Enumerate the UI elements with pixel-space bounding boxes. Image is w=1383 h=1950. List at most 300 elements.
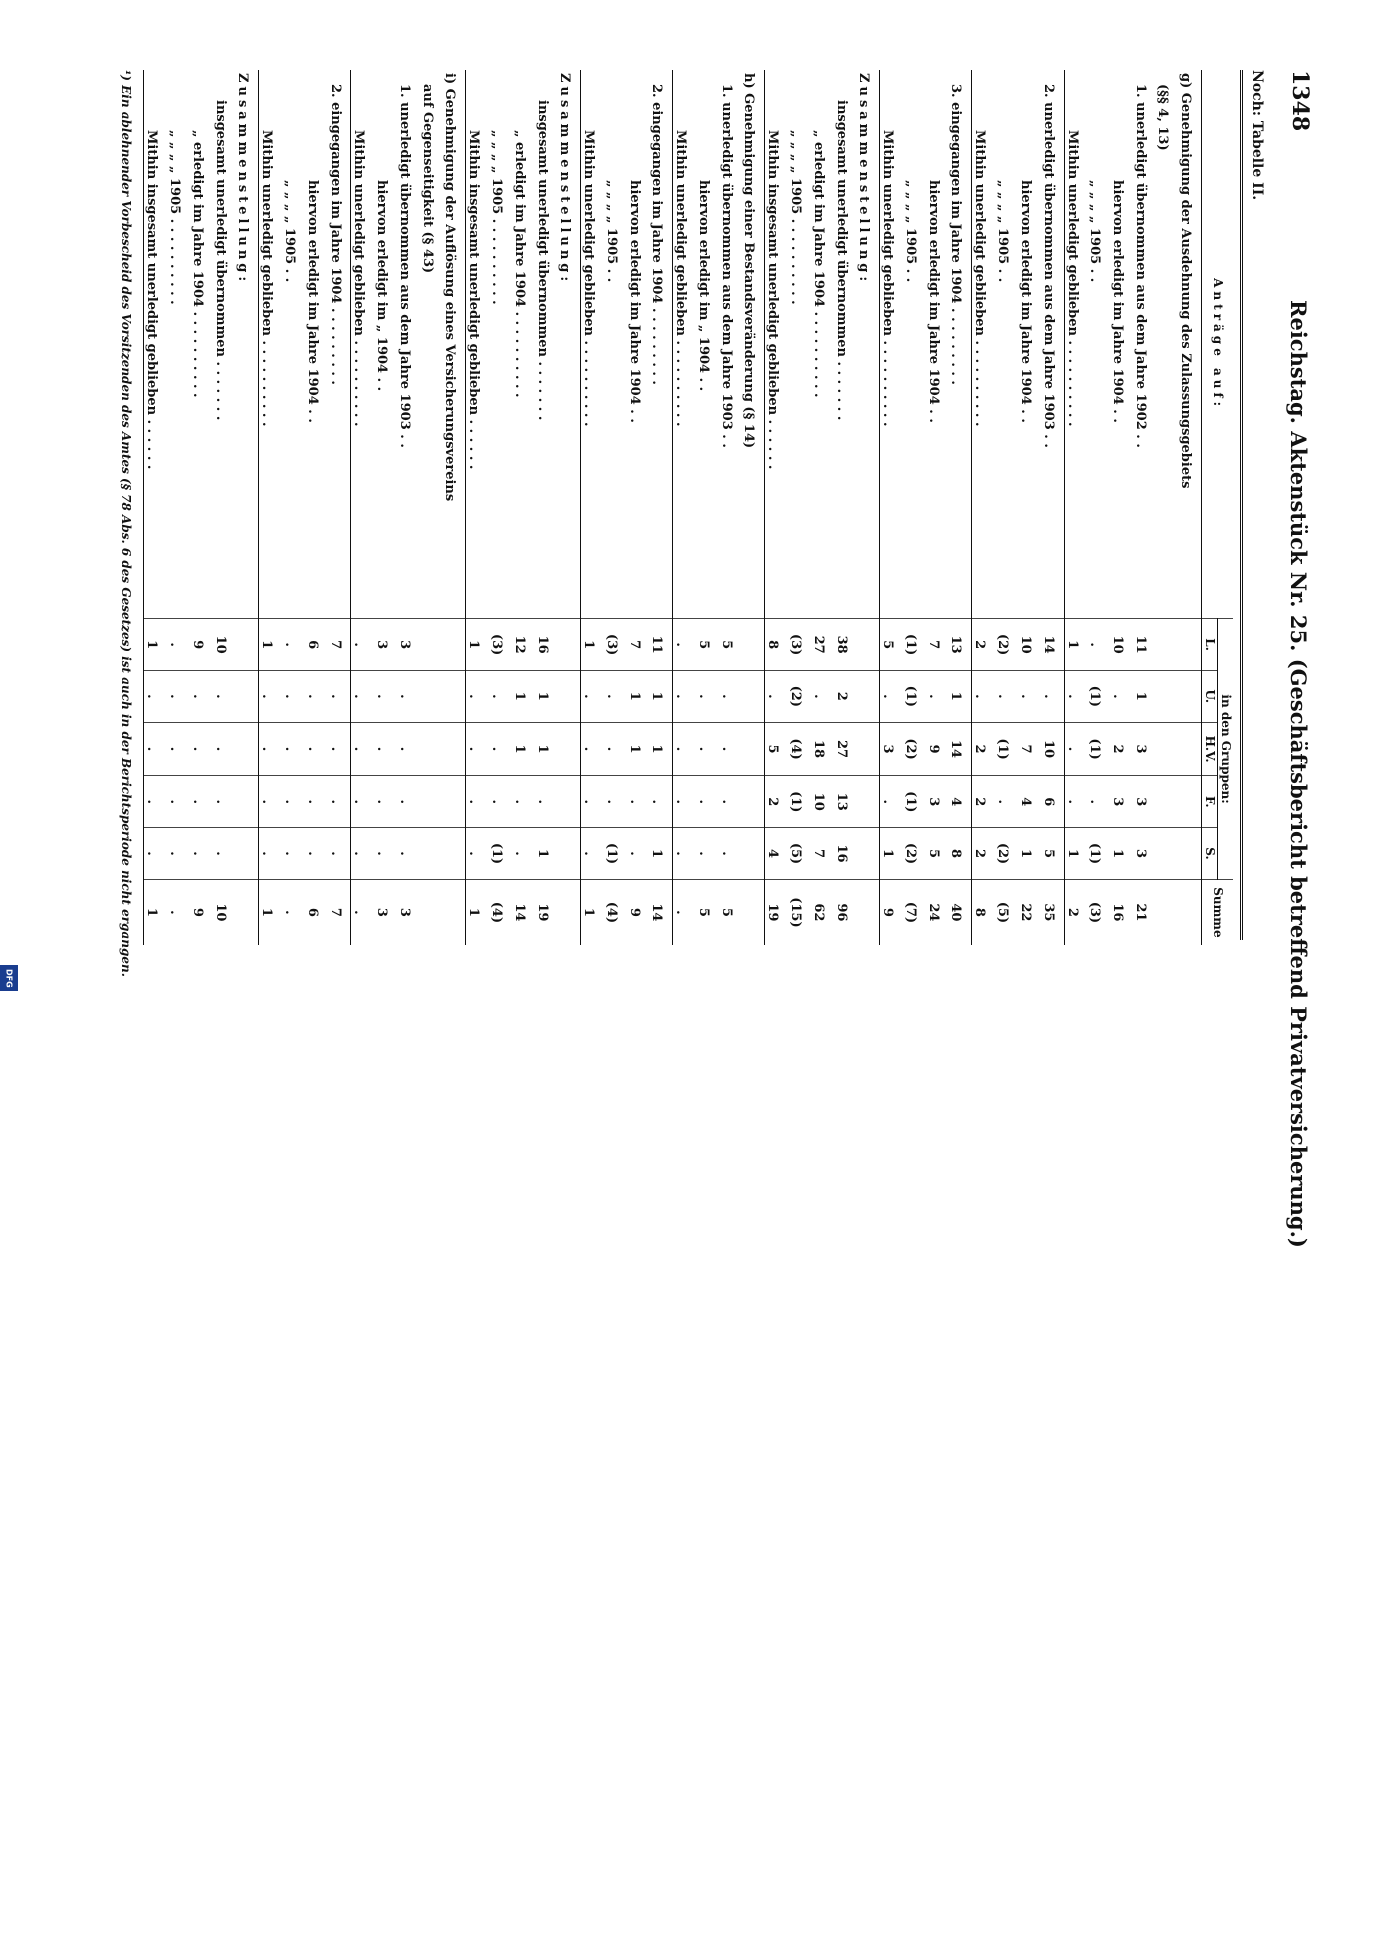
group-cell: 6 — [1041, 776, 1064, 828]
group-cell — [1178, 670, 1201, 722]
group-cell: . — [328, 828, 351, 880]
group-cell: 1 — [512, 722, 535, 776]
group-cell: 1 — [948, 670, 971, 722]
group-cell: . — [144, 670, 168, 722]
sum-cell: . — [167, 879, 190, 945]
table-row — [719, 70, 742, 945]
group-cell: . — [466, 722, 489, 776]
group-cell: 1 — [466, 619, 489, 671]
group-cell: . — [627, 828, 650, 880]
group-cell: 9 — [190, 619, 213, 671]
group-cell: . — [374, 722, 397, 776]
group-cell: . — [995, 670, 1018, 722]
page-header — [1273, 70, 1313, 1248]
sum-cell: 35 — [1041, 879, 1064, 945]
sum-cell: 5 — [696, 879, 719, 945]
table-row — [535, 70, 558, 945]
table-row — [581, 70, 604, 945]
group-cell: 1 — [535, 828, 558, 880]
group-cell: . — [397, 776, 420, 828]
sum-cell: 1 — [259, 879, 282, 945]
group-cell: . — [673, 722, 696, 776]
sum-cell — [420, 879, 443, 945]
row-label: 1. unerledigt übernommen aus dem Jahre 1902 . . — [1132, 84, 1148, 448]
row-label: Mithin unerledigt geblieben . . . . . . . . . . — [880, 70, 903, 619]
group-cell: (3) — [489, 619, 512, 671]
row-label: „ erledigt im Jahre 1904 . . . . . . . . . . — [511, 130, 527, 398]
group-cell: . — [374, 670, 397, 722]
group-cell: . — [489, 776, 512, 828]
group-cell: . — [190, 828, 213, 880]
sum-cell: 21 — [1133, 879, 1156, 945]
table-row — [190, 70, 213, 945]
sum-cell — [1155, 879, 1178, 945]
group-cell — [235, 828, 258, 880]
group-cell: 1 — [581, 619, 604, 671]
group-cell — [557, 776, 580, 828]
group-col-l: L. — [1202, 619, 1218, 671]
group-cell: . — [351, 776, 374, 828]
group-cell: 2 — [972, 776, 995, 828]
sum-cell: 10 — [213, 879, 236, 945]
group-cell: (4) — [788, 722, 811, 776]
group-cell — [420, 619, 443, 671]
group-cell: . — [1064, 776, 1087, 828]
group-cell — [1178, 619, 1201, 671]
group-cell: . — [604, 722, 627, 776]
group-cell — [856, 776, 879, 828]
group-cell: 1 — [649, 670, 672, 722]
group-cell: . — [926, 670, 949, 722]
group-col-hv: H.V. — [1202, 722, 1218, 776]
group-cell — [856, 670, 879, 722]
group-cell: . — [604, 776, 627, 828]
group-cell: . — [351, 670, 374, 722]
group-cell: 4 — [948, 776, 971, 828]
group-cell: 2 — [1110, 722, 1133, 776]
group-cell: 38 — [834, 619, 857, 671]
row-label: „ erledigt im Jahre 1904 . . . . . . . . . . — [810, 130, 826, 398]
group-cell — [741, 722, 764, 776]
group-cell: 1 — [535, 670, 558, 722]
table-row — [903, 70, 926, 945]
table-row — [834, 70, 857, 945]
group-cell: . — [1110, 670, 1133, 722]
group-cell: (5) — [788, 828, 811, 880]
group-cell: . — [581, 670, 604, 722]
group-cell — [442, 776, 465, 828]
sum-cell: 9 — [627, 879, 650, 945]
table-row — [1087, 70, 1110, 945]
group-cell: . — [673, 619, 696, 671]
group-cell: 5 — [719, 619, 742, 671]
group-cell: 1 — [1064, 619, 1087, 671]
row-label: „ „ „ „ 1905 . . . . . . . . . . — [788, 130, 804, 305]
group-cell: . — [880, 670, 903, 722]
group-cell — [856, 722, 879, 776]
row-label: „ „ „ „ 1905 . . — [903, 180, 919, 283]
group-cell — [235, 776, 258, 828]
sum-cell: (3) — [1087, 879, 1110, 945]
group-cell: . — [167, 722, 190, 776]
group-cell — [420, 828, 443, 880]
group-cell: 3 — [1133, 722, 1156, 776]
table-row — [282, 70, 305, 945]
group-cell — [442, 722, 465, 776]
group-cell: 11 — [649, 619, 672, 671]
row-label: Mithin unerledigt geblieben . . . . . . . . . . — [972, 70, 995, 619]
sum-cell: 14 — [512, 879, 535, 945]
group-cell: . — [1064, 670, 1087, 722]
table-row — [948, 70, 971, 945]
row-label: Mithin insgesamt unerledigt geblieben . . . . . . — [765, 70, 788, 619]
sum-cell: 24 — [926, 879, 949, 945]
group-cell — [442, 670, 465, 722]
sum-cell: 1 — [466, 879, 489, 945]
table-row — [442, 70, 465, 945]
row-label: auf Gegenseitigkeit (§ 43) — [419, 84, 435, 274]
group-cell: . — [696, 776, 719, 828]
group-cell: (2) — [995, 619, 1018, 671]
group-cell: 5 — [926, 828, 949, 880]
group-cell: (1) — [903, 670, 926, 722]
group-cell: 3 — [397, 619, 420, 671]
sum-cell: 1 — [581, 879, 604, 945]
table-row — [420, 70, 443, 945]
table-row — [557, 70, 580, 945]
sum-cell — [442, 879, 465, 945]
page-title: Reichstag. Aktenstück Nr. 25. (Geschäftsbericht betreffend Privatversicherung.) — [1286, 300, 1311, 1248]
group-cell: . — [144, 776, 168, 828]
group-cell: 3 — [1133, 776, 1156, 828]
group-cell — [442, 828, 465, 880]
group-cell: 3 — [374, 619, 397, 671]
group-cell: (1) — [1087, 670, 1110, 722]
group-col-u: U. — [1202, 670, 1218, 722]
group-cell: . — [374, 828, 397, 880]
sum-cell: (15) — [788, 879, 811, 945]
group-cell: . — [627, 776, 650, 828]
group-cell — [235, 722, 258, 776]
group-cell: (2) — [903, 828, 926, 880]
table-row — [1133, 70, 1156, 945]
group-cell: . — [144, 828, 168, 880]
group-cell — [557, 722, 580, 776]
group-cell: . — [1064, 722, 1087, 776]
table-row — [972, 70, 995, 945]
row-label: insgesamt unerledigt übernommen . . . . . . . — [534, 100, 550, 421]
sum-header: Summe — [1202, 879, 1234, 945]
row-label: hiervon erledigt im Jahre 1904 . . — [626, 180, 642, 423]
sum-cell: 8 — [972, 879, 995, 945]
group-cell: (1) — [903, 776, 926, 828]
table-row — [328, 70, 351, 945]
sum-cell: 14 — [649, 879, 672, 945]
group-cell: 7 — [811, 828, 834, 880]
table-row — [374, 70, 397, 945]
group-cell: (1) — [788, 776, 811, 828]
sum-cell: 3 — [397, 879, 420, 945]
group-cell: 5 — [696, 619, 719, 671]
table-row — [604, 70, 627, 945]
row-label: Mithin unerledigt geblieben . . . . . . . . . . — [581, 70, 604, 619]
group-cell: . — [719, 776, 742, 828]
table-row — [213, 70, 236, 945]
group-cell: . — [190, 722, 213, 776]
group-cell: . — [167, 828, 190, 880]
group-cell: 1 — [649, 828, 672, 880]
group-cell: . — [489, 670, 512, 722]
table-row — [1155, 70, 1178, 945]
group-cell: 3 — [1110, 776, 1133, 828]
row-label: „ „ „ „ 1905 . . — [282, 180, 298, 283]
sum-cell: (4) — [604, 879, 627, 945]
group-cell: . — [328, 722, 351, 776]
group-cell: 3 — [926, 776, 949, 828]
group-cell — [1155, 722, 1178, 776]
sum-cell: 22 — [1018, 879, 1041, 945]
row-label: „ erledigt im Jahre 1904 . . . . . . . . . . — [190, 130, 206, 398]
sum-cell: 40 — [948, 879, 971, 945]
row-label: 2. unerledigt übernommen aus dem Jahre 1903 . . — [1040, 84, 1056, 448]
row-label: h) Genehmigung einer Bestandsveränderung (§ 14) — [741, 73, 757, 449]
row-label: 2. eingegangen im Jahre 1904 . . . . . . . . . — [327, 84, 343, 385]
group-cell: . — [282, 670, 305, 722]
group-cell: . — [1087, 776, 1110, 828]
group-cell: . — [397, 722, 420, 776]
group-cell — [856, 828, 879, 880]
group-cell: . — [880, 776, 903, 828]
table-row — [1064, 70, 1087, 945]
group-cell: . — [696, 828, 719, 880]
group-cell: . — [351, 722, 374, 776]
sum-cell: (4) — [489, 879, 512, 945]
group-cell: 7 — [627, 619, 650, 671]
row-label: Mithin unerledigt geblieben . . . . . . . . . . — [1064, 70, 1087, 619]
group-cell: 4 — [765, 828, 788, 880]
sum-cell: . — [282, 879, 305, 945]
group-cell: 1 — [259, 619, 282, 671]
group-cell: 4 — [1018, 776, 1041, 828]
group-cell: . — [673, 776, 696, 828]
table-reference: Noch: Tabelle II. — [1249, 70, 1265, 201]
group-header: in den Gruppen: — [1218, 619, 1234, 880]
group-cell: (2) — [995, 828, 1018, 880]
group-cell: 1 — [880, 828, 903, 880]
group-cell: 9 — [926, 722, 949, 776]
group-cell: . — [305, 670, 328, 722]
row-label: Mithin unerledigt geblieben . . . . . . . . . . — [351, 70, 374, 619]
sum-cell: (5) — [995, 879, 1018, 945]
group-cell: 2 — [834, 670, 857, 722]
group-cell — [557, 619, 580, 671]
sum-cell: 9 — [880, 879, 903, 945]
group-cell: 10 — [1110, 619, 1133, 671]
group-cell: . — [351, 828, 374, 880]
group-cell: 18 — [811, 722, 834, 776]
row-label: Zusammenstellung: — [557, 73, 573, 286]
group-cell — [557, 670, 580, 722]
group-cell: . — [811, 670, 834, 722]
table-row — [880, 70, 903, 945]
sum-cell: 6 — [305, 879, 328, 945]
group-cell: . — [328, 670, 351, 722]
sum-cell — [557, 879, 580, 945]
group-cell: . — [167, 776, 190, 828]
row-label: hiervon erledigt im „ 1904 . . — [696, 180, 712, 392]
row-label: „ „ „ „ 1905 . . . . . . . . . . — [489, 130, 505, 305]
group-cell: 1 — [627, 722, 650, 776]
sum-cell: 2 — [1064, 879, 1087, 945]
group-cell: . — [1018, 670, 1041, 722]
row-label: insgesamt unerledigt übernommen . . . . . . . — [212, 100, 228, 421]
group-cell: . — [719, 722, 742, 776]
table-row — [649, 70, 672, 945]
group-cell: 2 — [972, 722, 995, 776]
row-label: Zusammenstellung: — [235, 73, 251, 286]
sum-cell — [1178, 879, 1201, 945]
table-row — [627, 70, 650, 945]
table-row — [489, 70, 512, 945]
sum-cell: 16 — [1110, 879, 1133, 945]
table-group-header-row — [1218, 70, 1234, 945]
group-cell: . — [282, 776, 305, 828]
group-cell: (1) — [1087, 722, 1110, 776]
group-cell: 14 — [1041, 619, 1064, 671]
group-cell: . — [167, 619, 190, 671]
row-label: (§§ 4, 13) — [1155, 84, 1171, 151]
group-cell: 27 — [811, 619, 834, 671]
row-label: 3. eingegangen im Jahre 1904 . . . . . . . . . — [948, 84, 964, 385]
group-cell — [741, 619, 764, 671]
group-cell: 13 — [834, 776, 857, 828]
group-cell: 1 — [535, 722, 558, 776]
table-row — [167, 70, 190, 945]
group-cell: . — [213, 670, 236, 722]
group-cell — [420, 722, 443, 776]
group-cell: . — [305, 776, 328, 828]
group-cell: 6 — [305, 619, 328, 671]
group-cell: 1 — [627, 670, 650, 722]
row-label: insgesamt unerledigt übernommen . . . . . . . — [833, 100, 849, 421]
group-cell: . — [512, 776, 535, 828]
group-cell: (1) — [995, 722, 1018, 776]
row-label: 1. unerledigt übernommen aus dem Jahre 1903 . . — [397, 84, 413, 448]
group-cell: . — [581, 776, 604, 828]
sum-cell — [856, 879, 879, 945]
group-cell: (1) — [489, 828, 512, 880]
group-cell — [856, 619, 879, 671]
top-rule — [1240, 70, 1243, 940]
group-cell: . — [673, 670, 696, 722]
row-label: 1. unerledigt übernommen aus dem Jahre 1903 . . — [718, 84, 734, 448]
group-cell: . — [328, 776, 351, 828]
table-row — [765, 70, 788, 945]
sum-cell: (7) — [903, 879, 926, 945]
table-body — [144, 70, 1202, 945]
sum-cell: 3 — [374, 879, 397, 945]
group-cell: (1) — [604, 828, 627, 880]
group-cell: . — [213, 722, 236, 776]
group-cell: 1 — [1133, 670, 1156, 722]
footnote: ¹) Ein ablehnender Vorbescheid des Vorsitzenden des Amtes (§ 78 Abs. 6 des Gesetzes) ist auch in der Berichtsperiode nicht ergangen. — [119, 70, 133, 977]
group-cell: . — [719, 670, 742, 722]
table-row — [741, 70, 764, 945]
group-cell: . — [190, 670, 213, 722]
group-cell: 10 — [1041, 722, 1064, 776]
group-cell: 2 — [972, 619, 995, 671]
row-label: g) Genehmigung der Ausdehnung des Zulassungsgebiets — [1178, 73, 1194, 489]
row-label: Mithin insgesamt unerledigt geblieben . . . . . . — [466, 70, 489, 619]
group-cell — [1178, 828, 1201, 880]
group-cell: . — [282, 828, 305, 880]
group-cell: 7 — [328, 619, 351, 671]
group-cell — [235, 619, 258, 671]
col-label-header: Anträge auf: — [1202, 70, 1234, 619]
sum-cell — [235, 879, 258, 945]
group-cell: . — [213, 828, 236, 880]
group-cell: . — [167, 670, 190, 722]
group-cell: (1) — [1087, 828, 1110, 880]
row-label: hiervon erledigt im Jahre 1904 . . — [1110, 180, 1126, 423]
table-row — [512, 70, 535, 945]
group-cell: 3 — [880, 722, 903, 776]
group-cell: 12 — [512, 619, 535, 671]
sum-cell: 62 — [811, 879, 834, 945]
row-label: hiervon erledigt im „ 1904 . . — [374, 180, 390, 392]
sum-cell: 1 — [144, 879, 168, 945]
row-label: Mithin insgesamt unerledigt geblieben . . . . . . — [144, 70, 168, 619]
group-cell: . — [190, 776, 213, 828]
group-cell: 7 — [926, 619, 949, 671]
group-cell: 10 — [811, 776, 834, 828]
sum-cell: 9 — [190, 879, 213, 945]
group-cell: . — [259, 776, 282, 828]
group-cell: . — [259, 828, 282, 880]
group-cell: 5 — [765, 722, 788, 776]
group-cell: . — [213, 776, 236, 828]
group-cell: . — [972, 670, 995, 722]
group-cell: . — [1041, 670, 1064, 722]
table-row — [259, 70, 282, 945]
group-cell — [741, 776, 764, 828]
group-cell: 1 — [512, 670, 535, 722]
group-cell: . — [765, 670, 788, 722]
table-row — [1178, 70, 1201, 945]
group-cell: . — [397, 828, 420, 880]
group-cell — [741, 670, 764, 722]
group-cell — [1178, 776, 1201, 828]
group-cell: 2 — [972, 828, 995, 880]
group-cell: 8 — [948, 828, 971, 880]
table-row — [1041, 70, 1064, 945]
row-label: 2. eingegangen im Jahre 1904 . . . . . . . . . — [649, 84, 665, 385]
group-cell: . — [535, 776, 558, 828]
group-cell: 1 — [1018, 828, 1041, 880]
group-cell: . — [512, 828, 535, 880]
sum-cell: . — [351, 879, 374, 945]
sum-cell: 5 — [719, 879, 742, 945]
group-cell: . — [581, 828, 604, 880]
group-cell — [235, 670, 258, 722]
group-cell — [741, 828, 764, 880]
group-cell: (3) — [788, 619, 811, 671]
table-row — [673, 70, 696, 945]
group-cell: (2) — [788, 670, 811, 722]
group-cell: 1 — [144, 619, 168, 671]
group-cell: . — [259, 722, 282, 776]
group-cell: 3 — [1133, 828, 1156, 880]
